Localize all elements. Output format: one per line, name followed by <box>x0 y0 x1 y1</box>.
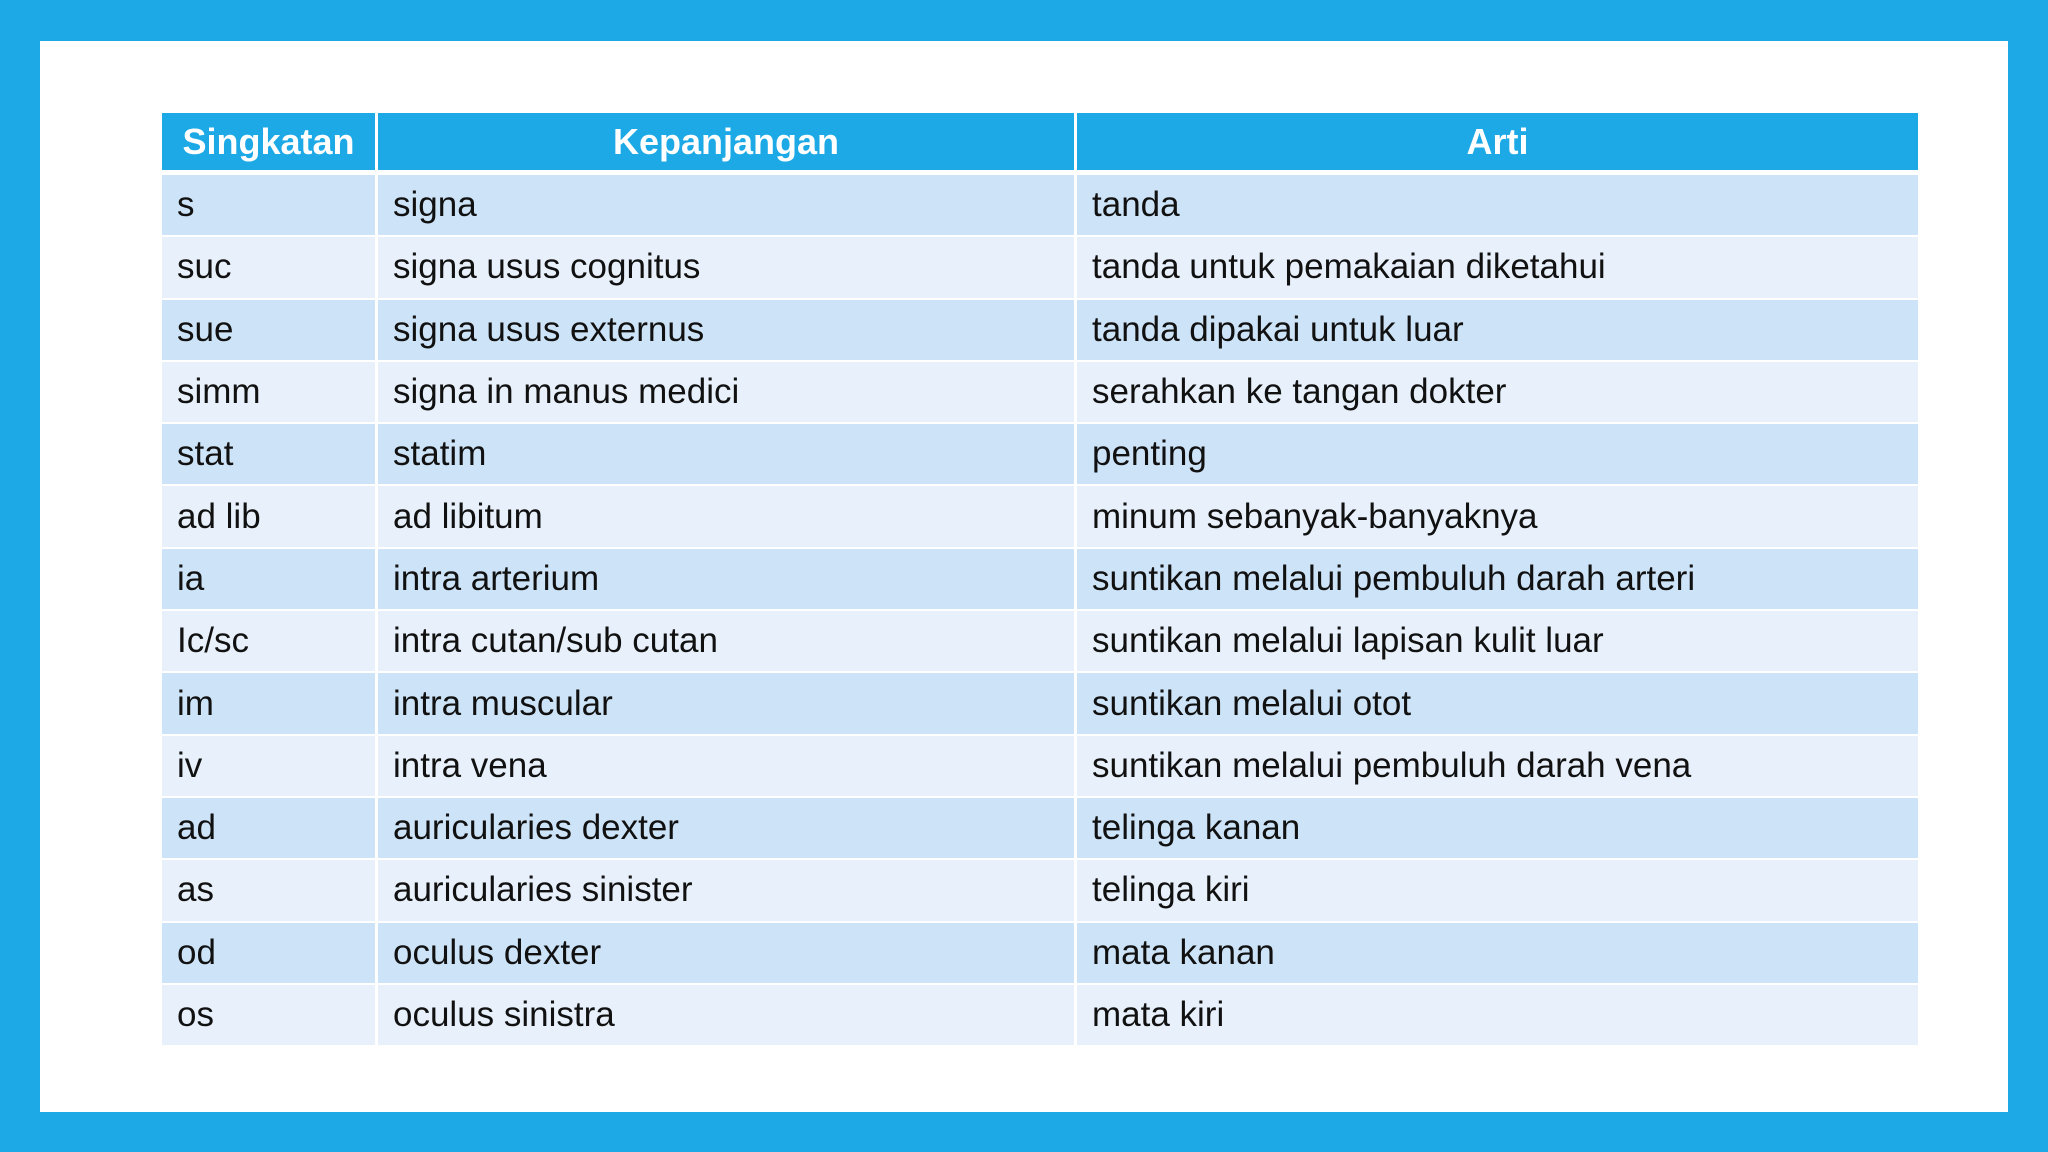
cell-singkatan: ia <box>162 549 378 611</box>
cell-arti: suntikan melalui pembuluh darah arteri <box>1077 549 1918 611</box>
cell-arti: suntikan melalui lapisan kulit luar <box>1077 611 1918 673</box>
cell-arti: suntikan melalui otot <box>1077 673 1918 735</box>
cell-kepanjangan: auricularies dexter <box>378 798 1077 860</box>
cell-kepanjangan: oculus dexter <box>378 923 1077 985</box>
cell-arti: serahkan ke tangan dokter <box>1077 362 1918 424</box>
cell-singkatan: stat <box>162 424 378 486</box>
table-row <box>162 175 1918 237</box>
cell-arti: tanda untuk pemakaian diketahui <box>1077 237 1918 299</box>
cell-kepanjangan: intra cutan/sub cutan <box>378 611 1077 673</box>
slide-canvas <box>40 41 2008 1112</box>
cell-arti: telinga kiri <box>1077 860 1918 922</box>
cell-arti: mata kiri <box>1077 985 1918 1047</box>
table-row <box>162 362 1918 424</box>
header-kepanjangan: Kepanjangan <box>378 113 1077 175</box>
table-row <box>162 673 1918 735</box>
header-arti: Arti <box>1077 113 1918 175</box>
cell-singkatan: os <box>162 985 378 1047</box>
table-row <box>162 424 1918 486</box>
table-row <box>162 985 1918 1047</box>
cell-singkatan: s <box>162 175 378 237</box>
cell-kepanjangan: signa usus cognitus <box>378 237 1077 299</box>
table-row <box>162 237 1918 299</box>
cell-kepanjangan: auricularies sinister <box>378 860 1077 922</box>
cell-arti: tanda <box>1077 175 1918 237</box>
cell-kepanjangan: signa in manus medici <box>378 362 1077 424</box>
cell-kepanjangan: intra vena <box>378 736 1077 798</box>
abbreviation-table <box>162 113 1918 1047</box>
cell-singkatan: Ic/sc <box>162 611 378 673</box>
table-row <box>162 611 1918 673</box>
cell-singkatan: ad <box>162 798 378 860</box>
cell-singkatan: iv <box>162 736 378 798</box>
cell-arti: telinga kanan <box>1077 798 1918 860</box>
cell-kepanjangan: intra muscular <box>378 673 1077 735</box>
table-row <box>162 486 1918 548</box>
cell-arti: tanda dipakai untuk luar <box>1077 300 1918 362</box>
cell-arti: penting <box>1077 424 1918 486</box>
cell-kepanjangan: intra arterium <box>378 549 1077 611</box>
table-row <box>162 736 1918 798</box>
table-row <box>162 798 1918 860</box>
cell-singkatan: ad lib <box>162 486 378 548</box>
cell-kepanjangan: statim <box>378 424 1077 486</box>
cell-singkatan: sue <box>162 300 378 362</box>
table-body <box>162 175 1918 1047</box>
table-row <box>162 923 1918 985</box>
cell-singkatan: od <box>162 923 378 985</box>
cell-singkatan: as <box>162 860 378 922</box>
cell-singkatan: im <box>162 673 378 735</box>
cell-arti: suntikan melalui pembuluh darah vena <box>1077 736 1918 798</box>
cell-singkatan: suc <box>162 237 378 299</box>
table-row <box>162 300 1918 362</box>
table-header-row <box>162 113 1918 175</box>
cell-arti: minum sebanyak-banyaknya <box>1077 486 1918 548</box>
cell-kepanjangan: signa <box>378 175 1077 237</box>
cell-arti: mata kanan <box>1077 923 1918 985</box>
cell-kepanjangan: ad libitum <box>378 486 1077 548</box>
cell-kepanjangan: signa usus externus <box>378 300 1077 362</box>
header-singkatan: Singkatan <box>162 113 378 175</box>
cell-kepanjangan: oculus sinistra <box>378 985 1077 1047</box>
table-row <box>162 549 1918 611</box>
table-row <box>162 860 1918 922</box>
cell-singkatan: simm <box>162 362 378 424</box>
